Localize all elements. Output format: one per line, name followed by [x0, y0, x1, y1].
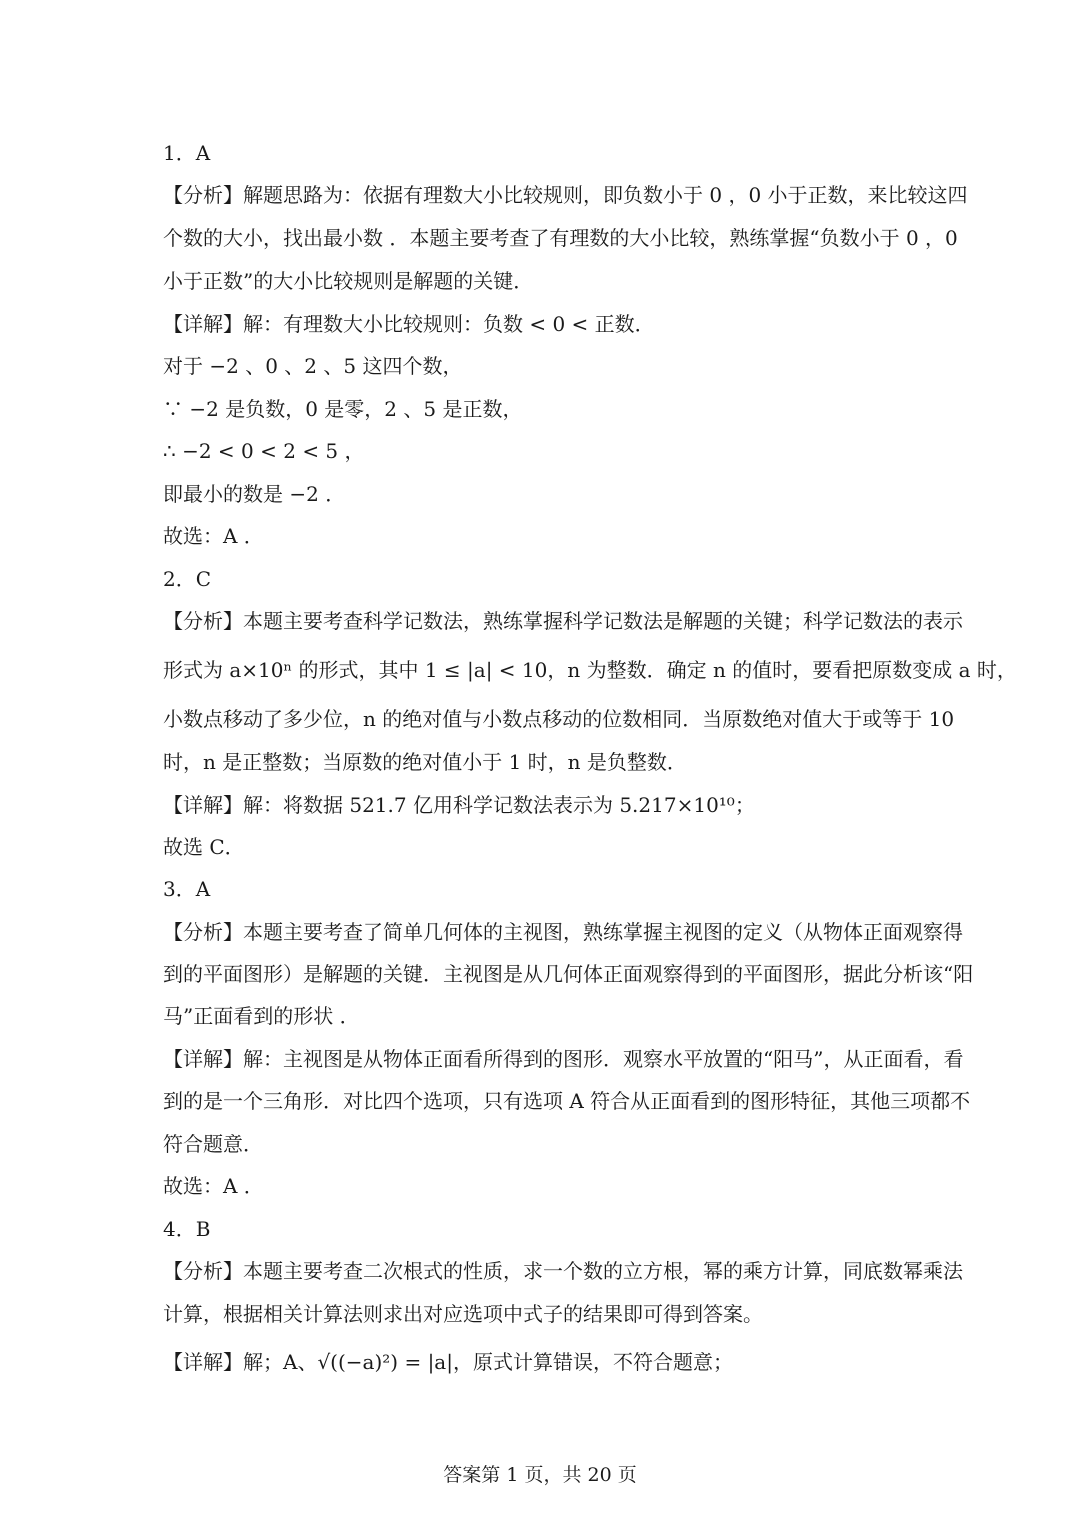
detail-text: 【详解】解：将数据 521.7 亿用科学记数法表示为 5.217×10¹⁰； [163, 793, 755, 817]
analysis-text: 马”正面看到的形状 ． [163, 1004, 360, 1028]
detail-text: 符合题意． [163, 1132, 263, 1156]
analysis-text: 计算，根据相关计算法则求出对应选项中式子的结果即可得到答案。 [163, 1302, 763, 1326]
choice-text: 故选：A ． [163, 524, 264, 548]
choice-text: 故选：A ． [163, 1174, 264, 1198]
detail-text: 【详解】解；A、√((−a)²) = |a|，原式计算错误，不符合题意； [163, 1350, 733, 1374]
answer-heading: 4．B [163, 1217, 211, 1241]
analysis-text: 小数点移动了多少位，n 的绝对值与小数点移动的位数相同．当原数绝对值大于或等于 10 [163, 707, 955, 731]
detail-text: 即最小的数是 −2 ． [163, 482, 346, 506]
analysis-text: 个数的大小，找出最小数 ．本题主要考查了有理数的大小比较，熟练掌握“负数小于 0 ，0 [163, 226, 958, 250]
analysis-text: 【分析】解题思路为：依据有理数大小比较规则，即负数小于 0 ，0 小于正数，来比较这四 [163, 183, 968, 207]
analysis-text: 【分析】本题主要考查了简单几何体的主视图，熟练掌握主视图的定义（从物体正面观察得 [163, 920, 963, 944]
detail-text: 对于 −2 、0 、2 、5 这四个数， [163, 354, 463, 378]
answer-heading: 1．A [163, 141, 211, 165]
detail-text: 到的是一个三角形．对比四个选项，只有选项 A 符合从正面看到的图形特征，其他三项都不 [163, 1089, 971, 1113]
detail-text: 【详解】解：有理数大小比较规则：负数 < 0 < 正数． [163, 312, 655, 336]
answer-heading: 3．A [163, 877, 211, 901]
analysis-text: 形式为 a×10ⁿ 的形式，其中 1 ≤ |a| < 10，n 为整数．确定 n 的值时，要看把原数变成 a 时， [163, 658, 1017, 682]
analysis-text: 【分析】本题主要考查二次根式的性质，求一个数的立方根，幂的乘方计算，同底数幂乘法 [163, 1259, 963, 1283]
detail-text: ∵ −2 是负数，0 是零，2 、5 是正数， [163, 397, 523, 421]
detail-text: ∴ −2 < 0 < 2 < 5 ， [163, 439, 365, 463]
page-footer: 答案第 1 页，共 20 页 [443, 1464, 637, 1486]
detail-text: 【详解】解：主视图是从物体正面看所得到的图形．观察水平放置的“阳马”，从正面看，看 [163, 1047, 964, 1071]
analysis-text: 时，n 是正整数；当原数的绝对值小于 1 时，n 是负整数． [163, 750, 687, 774]
choice-text: 故选 C． [163, 835, 245, 859]
answer-heading: 2．C [163, 567, 212, 591]
analysis-text: 到的平面图形）是解题的关键．主视图是从几何体正面观察得到的平面图形，据此分析该“阳 [163, 962, 974, 986]
analysis-text: 【分析】本题主要考查科学记数法，熟练掌握科学记数法是解题的关键；科学记数法的表示 [163, 609, 963, 633]
analysis-text: 小于正数”的大小比较规则是解题的关键． [163, 269, 534, 293]
